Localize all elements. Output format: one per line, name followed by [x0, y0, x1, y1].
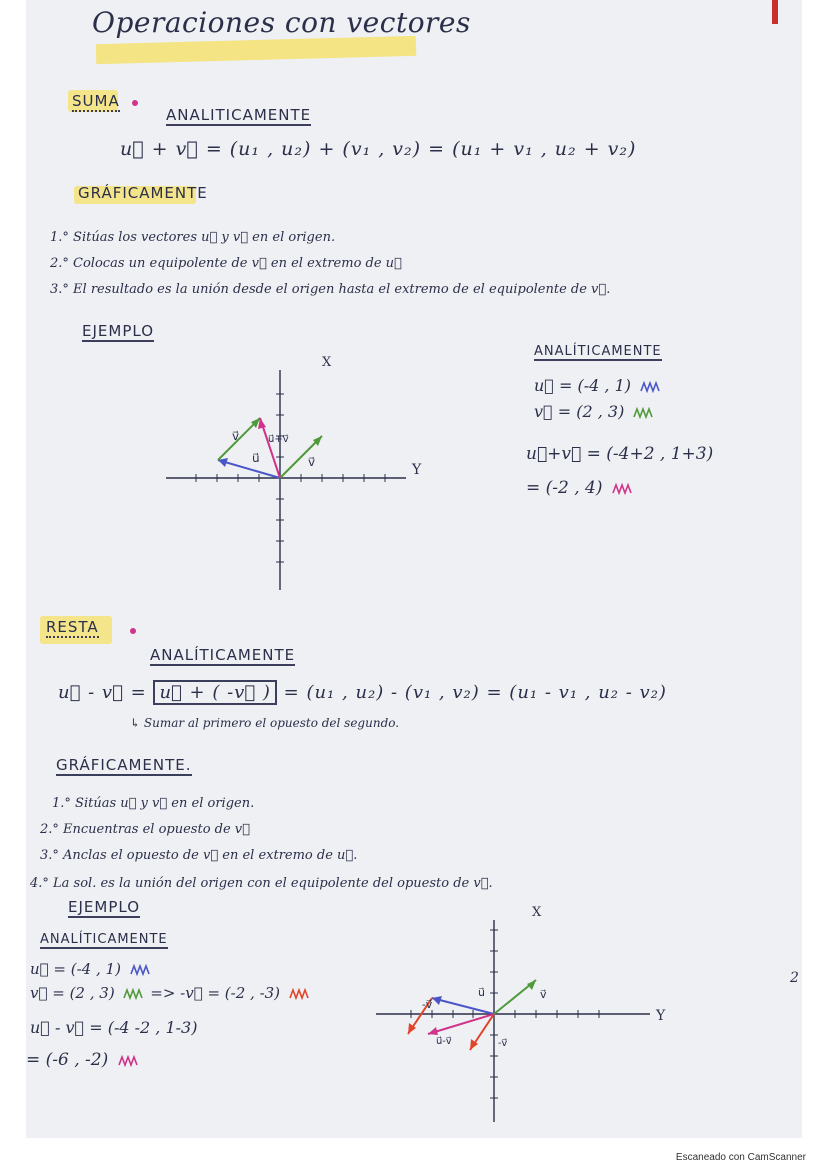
resta-note: ↳ Sumar al primero el opuesto del segundo.: [130, 716, 400, 730]
resta-vector-u: [432, 998, 494, 1014]
suma-bullet: [132, 100, 138, 106]
resta-vec-label-1: -v⃗: [422, 998, 433, 1011]
suma-vec-label-2: u⃗: [252, 451, 260, 465]
resta-vector-u-head: [432, 996, 442, 1005]
resta-vector-diff: [428, 1014, 494, 1034]
resta-example-v: [30, 984, 311, 1002]
resta-grafica-label: GRÁFICAMENTE.: [56, 756, 192, 774]
suma-grafica-label: GRÁFICAMENTE: [78, 184, 208, 202]
title-highlight: [96, 36, 416, 64]
resta-vector-diff-head: [428, 1027, 438, 1035]
blue-scribble-icon: [130, 964, 152, 976]
suma-example-u-text: u⃗ = (-4 , 1): [534, 376, 631, 395]
resta-step-3: 3.° Anclas el opuesto de v⃗ en el extremo de u⃗.: [40, 848, 358, 863]
suma-example-v: [534, 402, 655, 421]
suma-step-2: 2.° Colocas un equipolente de v⃗ en el extremo de u⃗: [50, 256, 402, 271]
resta-example-neg: => -v⃗ = (-2 , -3): [150, 984, 281, 1002]
resta-step-1: 1.° Sitúas u⃗ y v⃗ en el origen.: [52, 796, 255, 811]
suma-vector-u: [218, 460, 280, 478]
notebook-page: [26, 0, 802, 1138]
resta-vec-label-4: u⃗-v⃗: [436, 1036, 452, 1047]
resta-formula-left: u⃗ - v⃗ =: [58, 682, 147, 703]
resta-vector-v-head: [527, 980, 536, 990]
resta-example-u: [30, 960, 152, 978]
resta-formula-right: = (u₁ , u₂) - (v₁ , v₂) = (u₁ - v₁ , u₂ - v₂): [283, 682, 667, 703]
red-scribble-icon: [289, 988, 311, 1000]
resta-x-axis-label: X: [532, 905, 542, 920]
suma-step-1: 1.° Sitúas los vectores u⃗ y v⃗ en el origen.: [50, 230, 336, 245]
resta-vec-label-3: v⃗: [540, 988, 547, 1001]
resta-formula-box: u⃗ + ( -v⃗ ): [153, 680, 276, 705]
suma-step-3: 3.° El resultado es la unión desde el origen hasta el extremo de el equipolente de v⃗.: [50, 282, 611, 297]
suma-ejemplo-label: EJEMPLO: [82, 322, 154, 340]
resta-bullet: [130, 628, 136, 634]
suma-label: SUMA: [72, 92, 120, 110]
blue-scribble-icon: [640, 381, 662, 393]
resta-vec-label-5: -v⃗: [498, 1038, 508, 1049]
page-number: 2: [790, 970, 799, 986]
resta-example-result: [26, 1050, 140, 1070]
resta-step-4: 4.° La sol. es la unión del origen con el equipolente del opuesto de v⃗.: [30, 876, 493, 891]
suma-example-u: [534, 376, 662, 395]
resta-example-result-text: = (-6 , -2): [26, 1050, 109, 1070]
page-edge-mark: [772, 0, 778, 24]
suma-example-sum: u⃗+v⃗ = (-4+2 , 1+3): [526, 444, 714, 464]
suma-example-v-text: v⃗ = (2 , 3): [534, 402, 625, 421]
resta-example-diff: u⃗ - v⃗ = (-4 -2 , 1-3): [30, 1018, 198, 1037]
resta-example-label: ANALÍTICAMENTE: [40, 932, 168, 947]
suma-vec-label-1: v⃗: [232, 429, 240, 443]
pink-scribble-icon: [612, 483, 634, 495]
suma-vec-label-4: v⃗: [308, 455, 316, 469]
resta-y-axis-label: Y: [656, 1008, 666, 1024]
scanner-watermark: Escaneado con CamScanner: [675, 1152, 806, 1163]
resta-ejemplo-label: EJEMPLO: [68, 898, 140, 916]
resta-vector-graph: [370, 900, 670, 1130]
suma-x-axis-label: X: [322, 355, 332, 370]
suma-example-result-text: = (-2 , 4): [526, 478, 603, 498]
suma-analitica-label: ANALITICAMENTE: [166, 106, 312, 124]
suma-formula: u⃗ + v⃗ = (u₁ , u₂) + (v₁ , v₂) = (u₁ + v₁ , u₂ + v₂): [120, 138, 637, 160]
suma-y-axis-label: Y: [412, 462, 422, 478]
page-title: Operaciones con vectores: [92, 6, 471, 39]
resta-vec-label-2: u⃗: [478, 986, 485, 999]
resta-step-2: 2.° Encuentras el opuesto de v⃗: [40, 822, 250, 837]
resta-formula: [58, 682, 667, 703]
resta-analitica-label: ANALÍTICAMENTE: [150, 646, 296, 664]
pink-scribble-icon: [118, 1055, 140, 1067]
suma-example-result: [526, 478, 634, 498]
suma-vec-label-3: u⃗+v⃗: [268, 434, 289, 445]
resta-label: RESTA: [46, 618, 99, 636]
suma-vector-graph: [156, 350, 436, 600]
resta-example-v-text: v⃗ = (2 , 3): [30, 984, 115, 1002]
green-scribble-icon: [633, 407, 655, 419]
green-scribble-icon: [123, 988, 145, 1000]
suma-example-label: ANALÍTICAMENTE: [534, 344, 662, 359]
resta-example-u-text: u⃗ = (-4 , 1): [30, 960, 121, 978]
